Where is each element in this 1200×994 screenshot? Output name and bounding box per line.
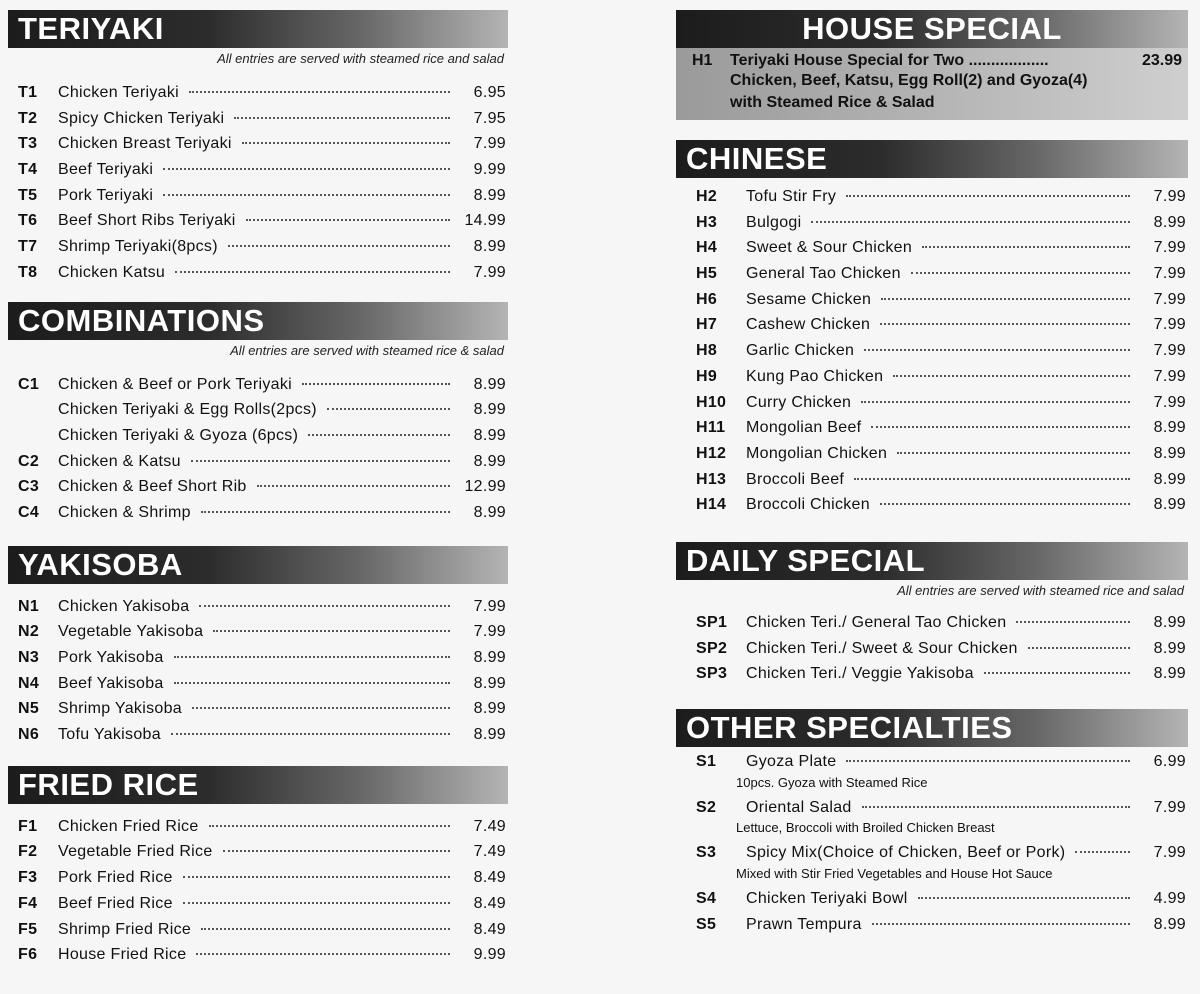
item-name: General Tao Chicken (746, 265, 901, 283)
item-code: F3 (18, 869, 38, 887)
item-name: Chicken & Beef or Pork Teriyaki (58, 375, 292, 393)
item-price: 8.49 (473, 869, 506, 887)
item-name: Sweet & Sour Chicken (746, 239, 913, 257)
item-code: N4 (18, 674, 40, 692)
item-name: Beef Short Ribs Teriyaki (58, 212, 236, 230)
menu-item (676, 496, 1188, 522)
dot-leader (864, 349, 1130, 351)
dot-leader (846, 760, 1130, 762)
fried-rice-list (8, 818, 508, 972)
item-price: 6.99 (1153, 753, 1186, 770)
menu-item (676, 316, 1188, 342)
menu-item (8, 453, 508, 479)
menu-item (8, 212, 508, 238)
item-price: 8.99 (1153, 444, 1186, 462)
item-price: 14.99 (464, 212, 506, 230)
menu-item (676, 890, 1188, 916)
item-code: N1 (18, 597, 40, 615)
dot-leader (228, 245, 450, 247)
menu-item (676, 394, 1188, 420)
item-price: 8.99 (1153, 665, 1186, 683)
item-code: N3 (18, 649, 40, 666)
item-description: Lettuce, Broccoli with Broiled Chicken Breast (736, 820, 995, 836)
item-price: 7.49 (473, 817, 506, 835)
item-name: Chicken Teri./ Sweet & Sour Chicken (746, 639, 1018, 657)
item-name: Teriyaki House Special for Two .................. (730, 52, 1049, 69)
item-code: T2 (18, 109, 38, 127)
item-code: H10 (696, 393, 727, 411)
item-code: T7 (18, 238, 38, 256)
dot-leader (257, 485, 450, 487)
item-description: 10pcs. Gyoza with Steamed Rice (736, 774, 928, 790)
item-price: 7.99 (1153, 316, 1186, 334)
item-name: Chicken Katsu (58, 263, 166, 281)
item-code: H13 (696, 470, 727, 488)
item-name: Beef Teriyaki (58, 161, 154, 179)
item-name: Chicken Breast Teriyaki (58, 135, 232, 153)
menu-item (8, 401, 508, 427)
item-name: Broccoli Beef (746, 470, 845, 488)
teriyaki-list (8, 84, 508, 290)
menu-item (8, 726, 508, 752)
menu-item (8, 818, 508, 844)
item-price: 8.99 (1153, 470, 1186, 488)
menu-item (676, 916, 1188, 942)
item-price: 8.49 (473, 920, 506, 938)
item-code: T1 (18, 84, 38, 101)
teriyaki-note: All entries are served with steamed rice and salad (217, 51, 504, 66)
item-name: Beef Yakisoba (58, 674, 164, 692)
other-specialties-section (676, 709, 1188, 941)
item-code: S1 (696, 753, 717, 770)
dot-leader (199, 605, 450, 607)
item-code: SP2 (696, 639, 728, 657)
menu-item (8, 427, 508, 453)
item-code: C4 (18, 503, 40, 521)
item-description: Mixed with Stir Fried Vegetables and House Hot Sauce (736, 866, 1053, 882)
yakisoba-banner: YAKISOBA (8, 546, 508, 584)
item-code: F2 (18, 843, 38, 861)
dot-leader (174, 656, 450, 658)
item-name: Mongolian Beef (746, 419, 862, 437)
item-code: F4 (18, 894, 38, 912)
item-code: C2 (18, 452, 40, 470)
dot-leader (196, 953, 450, 955)
menu-item (8, 238, 508, 264)
item-name: Shrimp Teriyaki(8pcs) (58, 238, 218, 256)
item-price: 7.99 (1153, 367, 1186, 385)
dot-leader (871, 426, 1130, 428)
item-name: Pork Yakisoba (58, 649, 164, 666)
daily-special-note: All entries are served with steamed rice and salad (897, 582, 1184, 598)
item-code: S3 (696, 844, 717, 862)
combinations-note: All entries are served with steamed rice & salad (230, 342, 504, 358)
menu-item (676, 214, 1188, 240)
item-name: Chicken Teri./ Veggie Yakisoba (746, 665, 974, 683)
dot-leader (984, 672, 1130, 674)
house-special-banner: HOUSE SPECIAL (676, 10, 1188, 48)
dot-leader (854, 478, 1130, 480)
other-specialties-list (676, 753, 1188, 941)
item-price: 23.99 (1141, 52, 1182, 69)
item-code: N6 (18, 726, 40, 744)
menu-item (676, 342, 1188, 368)
item-code: H1 (692, 52, 713, 69)
menu-item (676, 265, 1188, 291)
item-code: H11 (696, 419, 726, 437)
dot-leader (880, 323, 1130, 325)
item-price: 7.99 (473, 623, 506, 641)
dot-leader (192, 707, 450, 709)
item-code: S5 (696, 915, 717, 933)
menu-item (676, 291, 1188, 317)
combinations-section (8, 302, 508, 530)
house-special-box (676, 48, 1188, 120)
menu-item (8, 921, 508, 947)
item-code: C3 (18, 478, 40, 496)
item-name: Garlic Chicken (746, 342, 855, 360)
dot-leader (308, 434, 450, 436)
dot-leader (1028, 647, 1130, 649)
item-name: Bulgogi (746, 213, 802, 231)
item-code: N5 (18, 700, 40, 718)
item-name: Beef Fried Rice (58, 894, 173, 912)
item-code: T3 (18, 135, 38, 153)
menu-item (676, 368, 1188, 394)
house-special-desc-1: Chicken, Beef, Katsu, Egg Roll(2) and Gyoza(4) (730, 72, 1088, 89)
dot-leader (811, 221, 1130, 223)
menu-item (676, 188, 1188, 214)
item-price: 8.99 (1153, 419, 1186, 437)
menu-item (8, 376, 508, 402)
dot-leader (201, 511, 450, 513)
dot-leader (897, 452, 1130, 454)
item-code: H6 (696, 290, 718, 308)
dot-leader (246, 219, 450, 221)
item-name: House Fried Rice (58, 946, 187, 964)
menu-item (676, 640, 1188, 666)
menu-item (676, 419, 1188, 445)
menu-item (8, 187, 508, 213)
item-price: 6.95 (473, 84, 506, 101)
menu-item (8, 84, 508, 110)
chinese-section (676, 140, 1188, 522)
dot-leader (175, 271, 450, 273)
item-name: Chicken & Katsu (58, 452, 181, 470)
dot-leader (223, 850, 450, 852)
item-price: 8.99 (473, 186, 506, 204)
dot-leader (1075, 851, 1130, 853)
dot-leader (191, 460, 450, 462)
item-code: SP3 (696, 665, 728, 683)
item-name: Tofu Yakisoba (58, 726, 161, 744)
item-price: 8.99 (473, 726, 506, 744)
item-code: S2 (696, 798, 717, 816)
menu-item (8, 649, 508, 675)
chinese-banner: CHINESE (676, 140, 1188, 178)
item-name: Vegetable Yakisoba (58, 623, 204, 641)
item-price: 7.99 (1153, 239, 1186, 257)
dot-leader (183, 876, 450, 878)
dot-leader (242, 142, 450, 144)
item-name: Kung Pao Chicken (746, 367, 884, 385)
dot-leader (846, 195, 1130, 197)
item-code: S4 (696, 890, 717, 908)
item-name: Chicken Fried Rice (58, 817, 199, 835)
item-name: Curry Chicken (746, 393, 852, 411)
item-code: F6 (18, 946, 38, 964)
item-price: 8.99 (1153, 496, 1186, 514)
item-price: 7.99 (473, 597, 506, 615)
dot-leader (893, 375, 1130, 377)
dot-leader (209, 825, 450, 827)
item-code: T8 (18, 263, 38, 281)
item-name: Broccoli Chicken (746, 496, 870, 514)
item-name: Spicy Mix(Choice of Chicken, Beef or Pork) (746, 844, 1066, 862)
dot-leader (189, 91, 450, 93)
dot-leader (163, 194, 450, 196)
dot-leader (302, 383, 450, 385)
dot-leader (201, 928, 450, 930)
item-price: 7.99 (1153, 290, 1186, 308)
dot-leader (872, 923, 1130, 925)
item-code: F1 (18, 817, 38, 835)
item-price: 8.99 (473, 238, 506, 256)
item-price: 8.99 (473, 700, 506, 718)
menu-item (8, 895, 508, 921)
combinations-list (8, 376, 508, 530)
yakisoba-section (8, 546, 508, 752)
item-code: H2 (696, 188, 718, 205)
item-code: H5 (696, 265, 718, 283)
dot-leader (862, 806, 1130, 808)
house-special-desc-2: with Steamed Rice & Salad (730, 94, 935, 111)
item-price: 8.99 (473, 649, 506, 666)
item-price: 7.99 (1153, 188, 1186, 205)
item-code: T5 (18, 186, 38, 204)
item-price: 8.99 (1153, 613, 1186, 631)
menu-item (8, 135, 508, 161)
menu-item (676, 239, 1188, 265)
dot-leader (234, 117, 450, 119)
item-price: 8.99 (473, 452, 506, 470)
item-code: H9 (696, 367, 718, 385)
item-price: 9.99 (473, 161, 506, 179)
teriyaki-banner: TERIYAKI (8, 10, 508, 48)
item-price: 7.49 (473, 843, 506, 861)
dot-leader (183, 902, 450, 904)
item-price: 8.99 (1153, 915, 1186, 933)
item-code: H3 (696, 213, 718, 231)
item-code: H7 (696, 316, 718, 334)
menu-item (8, 264, 508, 290)
item-price: 4.99 (1153, 890, 1186, 908)
item-name: Chicken Teriyaki & Egg Rolls(2pcs) (58, 401, 317, 419)
dot-leader (1016, 621, 1130, 623)
dot-leader (881, 298, 1130, 300)
item-name: Cashew Chicken (746, 316, 871, 334)
dot-leader (911, 272, 1130, 274)
item-name: Chicken Teriyaki (58, 84, 179, 101)
other-specialties-banner: OTHER SPECIALTIES (676, 709, 1188, 747)
item-price: 7.99 (473, 135, 506, 153)
dot-leader (922, 246, 1130, 248)
item-name: Gyoza Plate (746, 753, 837, 770)
item-name: Chicken Teriyaki & Gyoza (6pcs) (58, 426, 299, 444)
menu-item (8, 161, 508, 187)
item-price: 7.99 (1153, 393, 1186, 411)
daily-special-section (676, 542, 1188, 691)
item-code: H12 (696, 444, 727, 462)
menu-item (8, 946, 508, 972)
item-name: Chicken & Beef Short Rib (58, 478, 247, 496)
daily-special-list (676, 614, 1188, 691)
item-code: H8 (696, 342, 718, 360)
item-price: 8.99 (473, 426, 506, 444)
item-price: 7.99 (473, 263, 506, 281)
dot-leader (327, 408, 450, 410)
item-price: 7.99 (1153, 844, 1186, 862)
dot-leader (163, 168, 450, 170)
item-code: T6 (18, 212, 38, 230)
item-price: 7.99 (1153, 798, 1186, 816)
item-code: F5 (18, 920, 38, 938)
menu-item (8, 623, 508, 649)
item-price: 8.99 (473, 674, 506, 692)
menu-item (8, 700, 508, 726)
item-code: N2 (18, 623, 40, 641)
item-code: SP1 (696, 613, 728, 631)
yakisoba-list (8, 598, 508, 752)
menu-item (8, 504, 508, 530)
item-name: Chicken Teri./ General Tao Chicken (746, 613, 1007, 631)
menu-item (8, 675, 508, 701)
menu-item (676, 445, 1188, 471)
item-name: Prawn Tempura (746, 915, 862, 933)
dot-leader (880, 503, 1130, 505)
chinese-list (676, 188, 1188, 522)
house-special-row (692, 52, 1182, 70)
item-name: Chicken Yakisoba (58, 597, 190, 615)
item-name: Sesame Chicken (746, 290, 872, 308)
item-name: Oriental Salad (746, 798, 852, 816)
item-code: H14 (696, 496, 727, 514)
menu-item (676, 614, 1188, 640)
menu-item (8, 478, 508, 504)
item-name: Shrimp Yakisoba (58, 700, 182, 718)
item-price: 12.99 (464, 478, 506, 496)
item-price: 8.99 (1153, 213, 1186, 231)
item-code: C1 (18, 375, 40, 393)
item-price: 7.99 (1153, 342, 1186, 360)
combinations-banner: COMBINATIONS (8, 302, 508, 340)
dot-leader (171, 733, 450, 735)
item-price: 7.95 (473, 109, 506, 127)
item-code: T4 (18, 161, 38, 179)
menu-item (8, 843, 508, 869)
dot-leader (174, 682, 450, 684)
right-column (676, 0, 1188, 941)
item-code: H4 (696, 239, 718, 257)
item-name: Chicken & Shrimp (58, 503, 191, 521)
left-column (8, 0, 508, 972)
item-price: 9.99 (473, 946, 506, 964)
fried-rice-section (8, 766, 508, 972)
item-price: 8.99 (1153, 639, 1186, 657)
menu-item (8, 869, 508, 895)
daily-special-banner: DAILY SPECIAL (676, 542, 1188, 580)
house-special-section (676, 10, 1188, 120)
item-price: 8.49 (473, 894, 506, 912)
item-name: Vegetable Fried Rice (58, 843, 213, 861)
dot-leader (213, 630, 450, 632)
dot-leader (918, 897, 1130, 899)
item-name: Mongolian Chicken (746, 444, 888, 462)
item-name: Chicken Teriyaki Bowl (746, 890, 908, 908)
item-name: Tofu Stir Fry (746, 188, 837, 205)
item-price: 8.99 (473, 401, 506, 419)
item-name: Spicy Chicken Teriyaki (58, 109, 225, 127)
menu-item (8, 110, 508, 136)
teriyaki-section (8, 10, 508, 290)
menu-item (8, 598, 508, 624)
menu-item (676, 665, 1188, 691)
fried-rice-banner: FRIED RICE (8, 766, 508, 804)
menu-item (676, 471, 1188, 497)
item-price: 8.99 (473, 503, 506, 521)
dot-leader (861, 401, 1130, 403)
item-name: Pork Teriyaki (58, 186, 154, 204)
item-price: 7.99 (1153, 265, 1186, 283)
item-price: 8.99 (473, 375, 506, 393)
item-name: Pork Fried Rice (58, 869, 173, 887)
item-name: Shrimp Fried Rice (58, 920, 192, 938)
